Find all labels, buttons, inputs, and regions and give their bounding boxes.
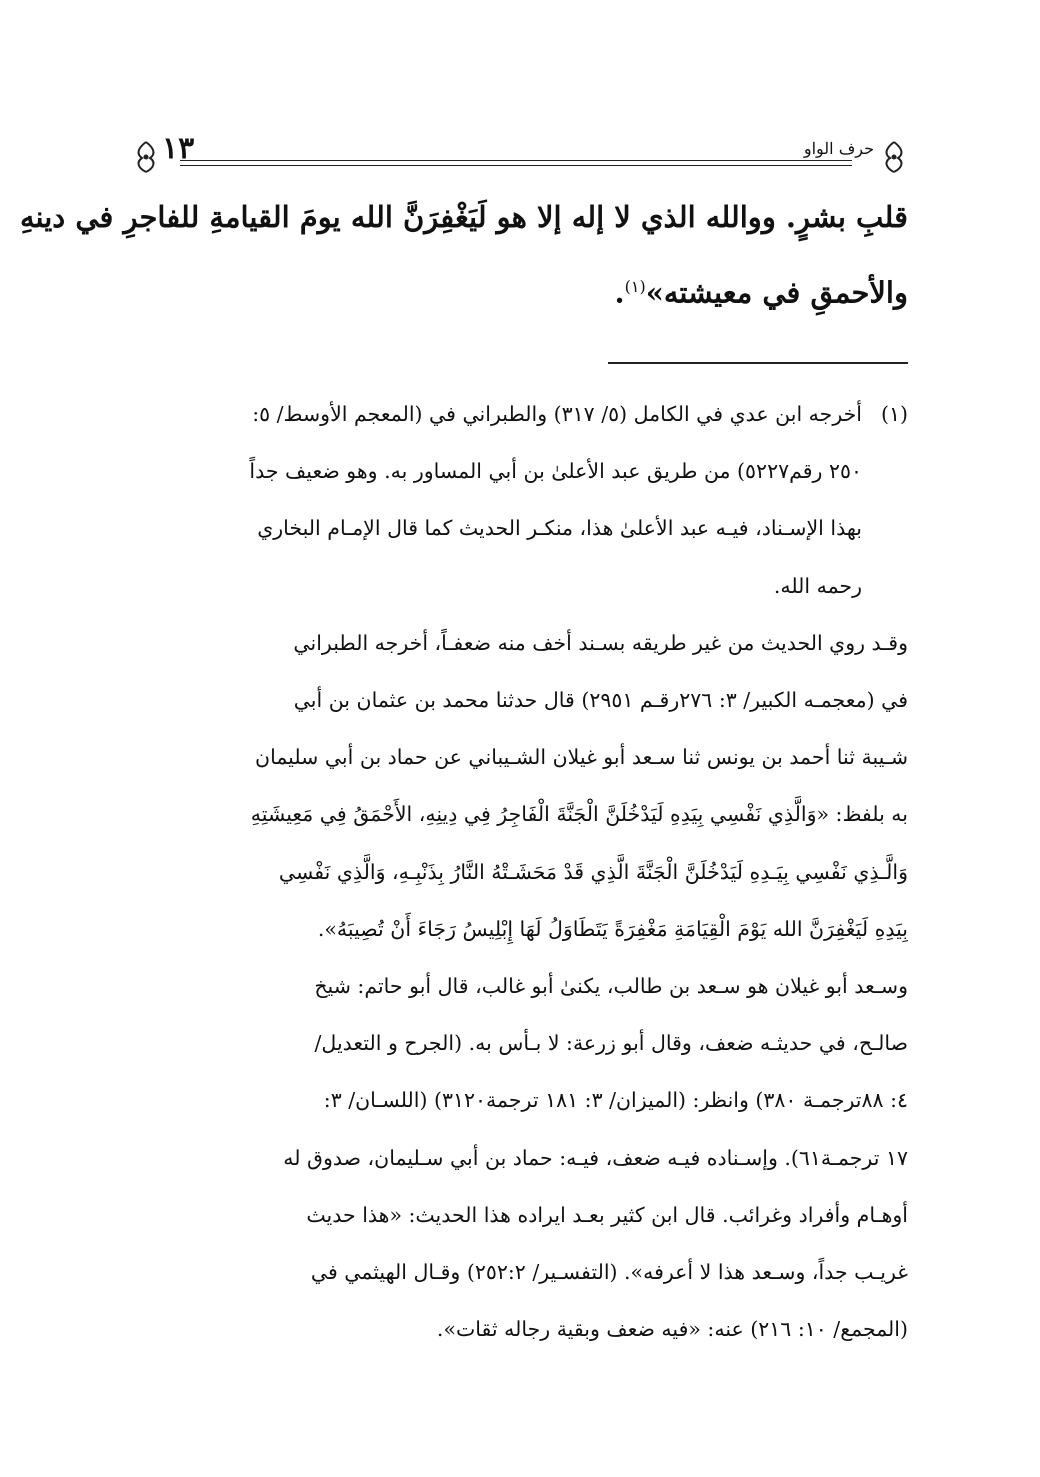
footnotes (132, 386, 908, 1358)
running-header (132, 132, 908, 178)
footnote-line-7: شـيبة ثنا أحمد بن يونس ثنا سـعد أبو غيلان الشـيباني عن حماد بن أبي سليمان (255, 745, 908, 770)
footnote-line-9: وَالَّـذِي نَفْسِي بِيَـدِهِ لَيَدْخُلَنَّ الْجَنَّةَ الَّذِي قَدْ مَحَشَـتْهُ النَّارُ بِذَنْبِـهِ، وَالَّذِي نَفْسِي (278, 859, 908, 884)
footnote-line-2: ٢٥٠ رقم٥٢٢٧) من طريق عبد الأعلىٰ بن أبي المساور به. وهو ضعيف جداً (249, 459, 862, 484)
footnote-line-4: رحمه الله. (773, 573, 862, 598)
page-number: ١٣ (162, 131, 195, 166)
footnote-line-16: غريـب جداً، وسـعد هذا لا أعرفه». (التفسـير/ ٢٥٢:٢) وقـال الهيثمي في (310, 1260, 908, 1285)
footnote-line-14: ١٧ ترجمـة٦١). وإسـناده فيـه ضعف، فيـه: حماد بن أبي سـليمان، صدوق له (283, 1145, 908, 1170)
main-line-2 (132, 252, 908, 328)
footnote-line-6: في (معجمـه الكبير/ ٣: ٢٧٦رقـم ٢٩٥١) قال حدثنا محمد بن عثمان بن أبي (293, 688, 908, 713)
header-rule (180, 160, 852, 166)
footnote-line-10: بِيَدِهِ لَيَغْفِرَنَّ الله يَوْمَ الْقِيَامَةِ مَغْفِرَةً يَتَطَاوَلُ لَهَا إِبْلِيسُ رَجَاءَ أَنْ تُصِيبَهُ». (317, 916, 908, 941)
section-title: حرف الواو (803, 139, 874, 158)
main-text (19, 182, 908, 328)
footnote-marker: (١) (880, 402, 908, 426)
footnote-separator (608, 362, 908, 364)
main-trailing-period: . (614, 275, 625, 310)
left-ornament-icon (132, 140, 160, 174)
footnote-line-3: بهذا الإسـناد، فيـه عبد الأعلىٰ هذا، منكـر الحديث كما قال الإمـام البخاري (257, 516, 862, 541)
footnote-line-8: به بلفظ: «وَالَّذِي نَفْسِي بِيَدِهِ لَيَدْخُلَنَّ الْجَنَّةَ الْفَاجِرُ فِي دِينِهِ، الأَحْمَقُ فِي مَعِيشَتِهِ (250, 802, 908, 827)
right-ornament-icon (880, 140, 908, 174)
footnote-line-15: أوهـام وأفراد وغرائب. قال ابن كثير بعـد ايراده هذا الحديث: «هذا حديث (306, 1202, 908, 1227)
footnote-line-1 (132, 386, 908, 443)
footnote-line-1-text: أخرجه ابن عدي في الكامل (٥/ ٣١٧) والطبراني في (المعجم الأوسط/ ٥: (252, 402, 862, 426)
main-line-1: قلبِ بشرٍ. ووالله الذي لا إله إلا هو لَيَغْفِرَنَّ الله يومَ القيامةِ للفاجرِ في دينهِ (19, 200, 908, 234)
footnote-line-5: وقـد روي الحديث من غير طريقه بسـند أخف منه ضعفـاً، أخرجه الطبراني (293, 630, 908, 655)
footnote-line-12: صالـح، في حديثـه ضعف، وقال أبو زرعة: لا بـأس به. (الجرح و التعديل/ (314, 1031, 908, 1056)
main-line-2-text: والأحمقِ في معيشته» (645, 275, 908, 310)
footnote-line-11: وسـعد أبو غيلان هو سـعد بن طالب، يكنىٰ أبو غالب، قال أبو حاتم: شيخ (314, 974, 908, 999)
footnote-line-13: ٤: ٨٨ترجمـة ٣٨٠) وانظر: (الميزان/ ٣: ١٨١ ترجمة٣١٢٠) (اللسـان/ ٣: (323, 1088, 908, 1113)
footnote-reference: (١) (624, 277, 646, 296)
footnote-line-17: (المجمع/ ١٠: ٢١٦) عنه: «فيه ضعف وبقية رجاله ثقات». (436, 1317, 908, 1342)
